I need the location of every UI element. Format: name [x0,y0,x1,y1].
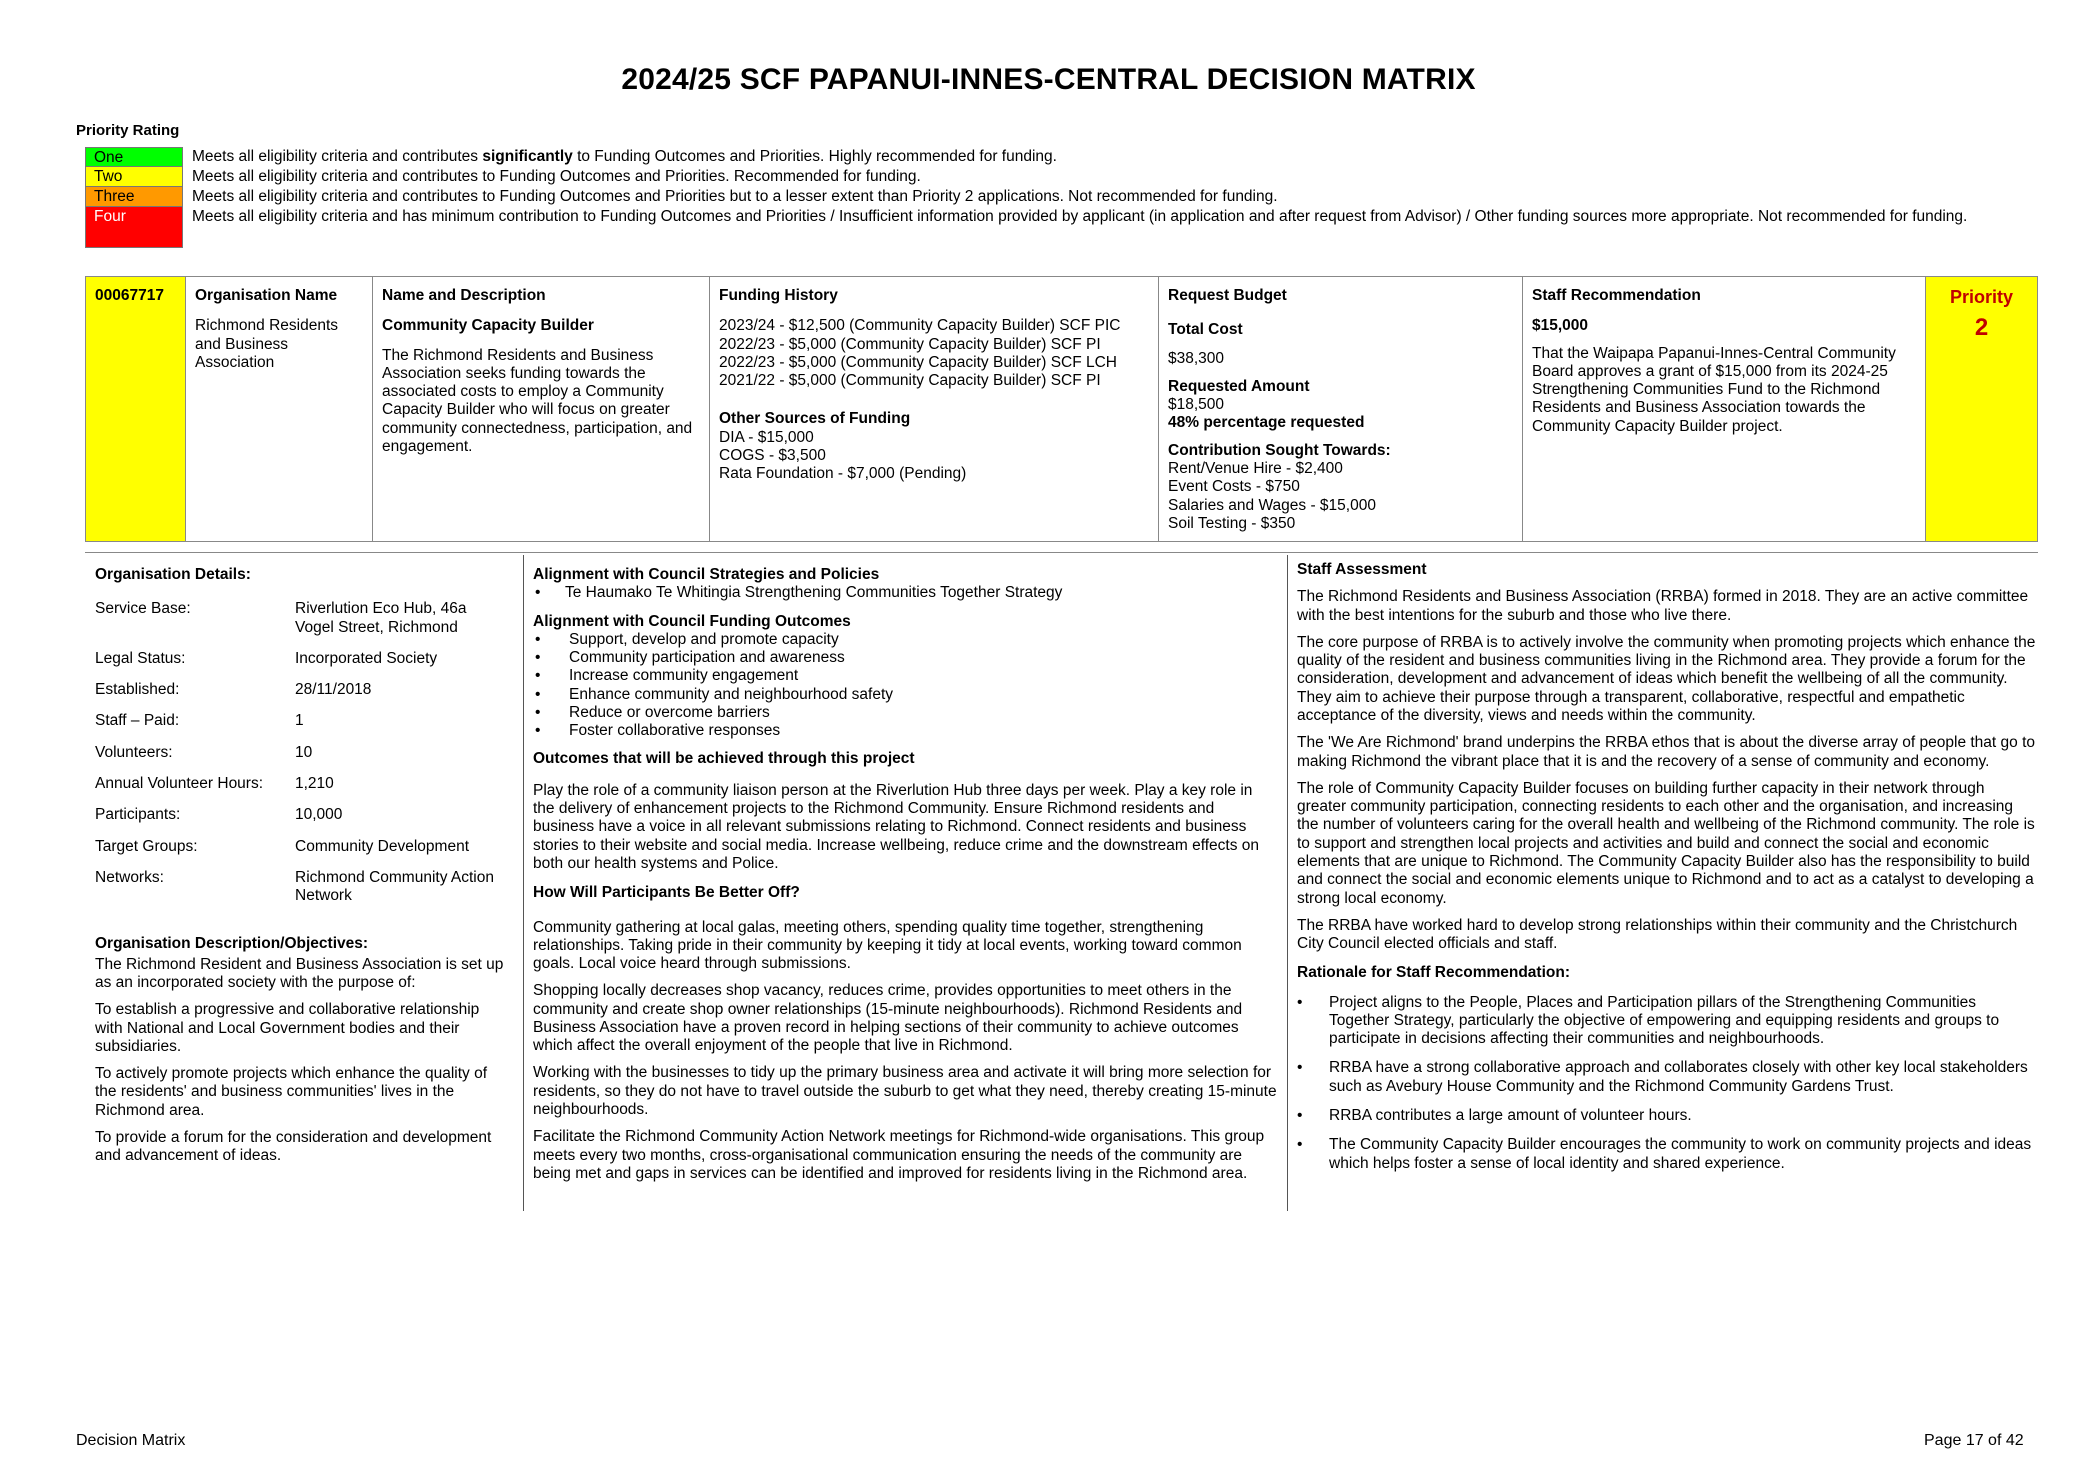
strategies-heading: Alignment with Council Strategies and Policies [533,566,880,583]
priority-description [183,147,1985,166]
project-name: Community Capacity Builder [382,317,594,335]
funding-history-item: 2021/22 - $5,000 (Community Capacity Builder) SCF PI [719,372,1101,390]
column-divider [523,555,524,1211]
detail-label: Participants: [95,806,181,824]
list-item: • Increase community engagement [533,667,1278,685]
staff-recommendation-amount: $15,000 [1532,317,1589,335]
better-off-text: Shopping locally decreases shop vacancy, reduces crime, provides opportunities to meet others in the community and create shop owner relationships (15-minute neighbourhoods). Richmond Residents and Business Association have a proven record in helping sections of their community to achieve outcomes which affect the overall enjoyment of the people that live in Richmond. [533,982,1243,1055]
contribution-heading: Contribution Sought Towards: [1168,441,1391,459]
priority-rating-legend [85,147,1985,248]
detail-row [95,650,507,668]
priority-heading: Priority [1949,287,2014,307]
list-item: • RRBA have a strong collaborative approach and collaborates closely with other key local stakeholders such as Avebury House Community and the Richmond Community Gardens Trust. [1297,1059,2037,1096]
section-divider [85,552,2038,553]
funding-outcomes-list [533,631,1278,741]
staff-recommendation-heading: Staff Recommendation [1532,287,1701,304]
project-outcomes-heading: Outcomes that will be achieved through this project [533,749,915,767]
other-sources-heading: Other Sources of Funding [719,410,911,428]
priority-text: to Funding Outcomes and Priorities. Highly recommended for funding. [572,148,1057,165]
total-cost-value: $38,300 [1168,349,1225,367]
objectives-text: To provide a forum for the consideration and development and advancement of ideas. [95,1128,492,1165]
organisation-details [95,566,507,1165]
organisation-cell [186,277,373,541]
percent-requested: 48% percentage requested [1168,414,1365,432]
objectives-text: To actively promote projects which enhance the quality of the residents' and business communities' lives in the Richmond area. [95,1065,488,1119]
priority-text: Meets all eligibility criteria and has minimum contribution to Funding Outcomes and Priorities / Insufficient information provided by applicant (in application and after request from Advisor) / Other funding sources more appropriate. Not recommended for funding. [192,208,1968,225]
priority-rating-label: Priority Rating [76,122,180,139]
contribution-item: Soil Testing - $350 [1168,514,1296,532]
detail-label: Legal Status: [95,649,186,667]
detail-label: Service Base: [95,600,191,618]
assessment-paragraph: The 'We Are Richmond' brand underpins the RRBA ethos that is about the diverse array of people that go to making Richmond the vibrant place that it is and the recovery of a sense of community and economy. [1297,734,2036,770]
contribution-item: Rent/Venue Hire - $2,400 [1168,459,1343,477]
staff-assessment-heading: Staff Assessment [1297,561,1427,578]
objectives-heading: Organisation Description/Objectives: [95,935,369,953]
detail-value: Richmond Community Action Network [295,868,494,905]
other-source-item: DIA - $15,000 [719,428,814,446]
detail-value: 10,000 [295,806,343,824]
priority-text-emphasis: significantly [482,148,573,165]
priority-description [183,187,1985,206]
priority-level-label: Three [94,188,135,205]
priority-row-three [85,187,1985,207]
organisation-name: Richmond Residents and Business Association [195,317,339,371]
priority-description [183,207,1985,226]
funding-history-item: 2022/23 - $5,000 (Community Capacity Builder) SCF LCH [719,353,1118,371]
other-source-item: COGS - $3,500 [719,446,826,464]
detail-value: 28/11/2018 [295,681,372,699]
assessment-paragraph: The Richmond Residents and Business Association (RRBA) formed in 2018. They are an active committee with the best intentions for the suburb and those who live there. [1297,588,2029,624]
record-id-cell [86,277,186,541]
detail-label: Networks: [95,868,164,886]
request-budget-cell [1159,277,1523,541]
list-item: • Reduce or overcome barriers [533,704,1278,722]
better-off-text: Working with the businesses to tidy up the primary business area and activate it will bring more selection for residents, so they do not have to travel outside the suburb to get what they need, thereby creating 15-minute neighbourhoods. [533,1064,1277,1119]
staff-recommendation-cell [1523,277,1926,541]
rationale-heading: Rationale for Staff Recommendation: [1297,964,1570,982]
detail-row [95,681,507,699]
assessment-paragraph: The core purpose of RRBA is to actively involve the community when promoting projects which enhance the quality of the resident and business communities living in the Richmond area. They provide a forum for the consideration, development and advancement of ideas which benefit the wellbeing of all the community. They aim to achieve their purpose through a transparent, collaborative, respectful and empathetic acceptance of the diversity, views and needs within the community. [1297,633,2036,724]
funding-history-item: 2022/23 - $5,000 (Community Capacity Builder) SCF PI [719,335,1101,353]
priority-text: Meets all eligibility criteria and contributes [192,148,483,165]
assessment-paragraph: The RRBA have worked hard to develop strong relationships within their community and the Christchurch City Council elected officials and staff. [1297,916,2018,953]
priority-text: Meets all eligibility criteria and contributes to Funding Outcomes and Priorities. Recommended for funding. [192,168,921,185]
detail-row [95,775,507,793]
detail-value: Community Development [295,837,470,855]
better-off-heading: How Will Participants Be Better Off? [533,884,800,902]
priority-value: 2 [1974,314,1989,342]
project-description: The Richmond Residents and Business Association seeks funding towards the associated costs to employ a Community Capacity Builder who will focus on greater community connectedness, participation, and engagement. [382,346,693,455]
contribution-item: Salaries and Wages - $15,000 [1168,496,1376,514]
detail-label: Volunteers: [95,743,173,761]
staff-assessment [1297,561,2037,1184]
detail-row [95,806,507,824]
list-item: • Foster collaborative responses [533,722,1278,740]
funding-history-cell [710,277,1159,541]
priority-text: Meets all eligibility criteria and contributes to Funding Outcomes and Priorities but to a lesser extent than Priority 2 applications. Not recommended for funding. [192,188,1278,205]
rationale-list [1297,994,2037,1173]
requested-amount-label: Requested Amount [1168,377,1310,395]
priority-swatch-four [85,207,183,248]
funding-history-item: 2023/24 - $12,500 (Community Capacity Builder) SCF PIC [719,317,1121,335]
detail-value: 1 [295,712,304,730]
objectives-text: The Richmond Resident and Business Association is set up as an incorporated society with the purpose of: [95,955,504,991]
list-item: • The Community Capacity Builder encourages the community to work on community projects and ideas which helps foster a sense of local identity and shared experience. [1297,1136,2037,1173]
list-item: • Enhance community and neighbourhood safety [533,686,1278,704]
objectives-text: To establish a progressive and collaborative relationship with National and Local Government bodies and their subsidiaries. [95,1001,480,1055]
project-outcomes-text: Play the role of a community liaison person at the Riverlution Hub three days per week. Play a key role in the delivery of enhancement projects to the Richmond Community. Ensure Richmond residents and business have a voice in all relevant submissions relating to Richmond. Connect residents and business stories to their website and social media. Increase wellbeing, reduce crime and the downstream effects on both our health systems and Police. [533,781,1260,872]
priority-row-one [85,147,1985,167]
priority-row-two [85,167,1985,187]
detail-row [95,744,507,762]
record-id: 00067717 [95,287,164,304]
detail-label: Annual Volunteer Hours: [95,774,264,792]
list-item: • Community participation and awareness [533,649,1278,667]
organisation-details-heading: Organisation Details: [95,566,251,583]
funding-history-heading: Funding History [719,287,838,304]
alignment-outcomes [533,566,1278,1183]
detail-row [95,869,507,906]
priority-row-four [85,207,1985,248]
detail-label: Established: [95,681,180,699]
detail-row [95,600,507,637]
name-description-heading: Name and Description [382,287,546,304]
priority-description [183,167,1985,186]
detail-value: 10 [295,743,313,761]
priority-swatch-three [85,187,183,207]
page-title: 2024/25 SCF PAPANUI-INNES-CENTRAL DECISION MATRIX [621,63,1476,96]
priority-swatch-two [85,167,183,187]
priority-cell [1926,277,2037,541]
application-record [85,276,2038,542]
list-item: • Project aligns to the People, Places and Participation pillars of the Strengthening Communities Together Strategy, particularly the objective of empowering and equipping residents and groups to participate in decisions affecting their communities and neighbourhoods. [1297,994,2037,1049]
detail-value: 1,210 [295,774,334,792]
list-item: • Te Haumako Te Whitingia Strengthening Communities Together Strategy [533,584,1278,602]
other-source-item: Rata Foundation - $7,000 (Pending) [719,465,967,483]
detail-value: Incorporated Society [295,649,438,667]
column-divider [1287,555,1288,1211]
detail-label: Staff – Paid: [95,712,180,730]
detail-value: Riverlution Eco Hub, 46a Vogel Street, Richmond [295,600,467,636]
priority-swatch-one [85,147,183,167]
footer-label: Decision Matrix [76,1432,186,1449]
staff-recommendation-text: That the Waipapa Papanui-Innes-Central Community Board approves a grant of $15,000 from its 2024-25 Strengthening Communities Fund to the Richmond Residents and Business Association towards the Community Capacity Builder project. [1532,344,1896,435]
priority-level-label: Two [94,168,123,185]
page-number: Page 17 of 42 [1924,1432,2024,1449]
detail-row [95,712,507,730]
organisation-heading: Organisation Name [195,287,338,304]
requested-amount-value: $18,500 [1168,396,1225,414]
strategies-list [533,584,1278,602]
name-description-cell [373,277,710,541]
detail-row [95,838,507,856]
funding-outcomes-heading: Alignment with Council Funding Outcomes [533,612,851,630]
detail-label: Target Groups: [95,837,198,855]
priority-level-label: One [94,149,124,166]
better-off-text: Facilitate the Richmond Community Action Network meetings for Richmond-wide organisations. This group meets every two months, cross-organisational communication ensuring the needs of the community are being met and gaps in services can be identified and improved for residents living in the Richmond area. [533,1128,1265,1182]
assessment-paragraph: The role of Community Capacity Builder focuses on building further capacity in their network through greater community participation, connecting residents to each other and the organisation, and increasing the number of volunteers caring for the overall health and wellbeing of the Richmond community. The role is to support and strengthen local projects and activities and build and connect the social and economic elements that are unique to Richmond. The Community Capacity Builder also has the responsibility to build and connect the social and economic elements unique to Richmond and to act as a catalyst to developing a strong local economy. [1297,779,2035,907]
better-off-text: Community gathering at local galas, meeting others, spending quality time together, strengthening relationships. Taking pride in their community by keeping it tidy at local events, working toward common goals. Local voice heard through submissions. [533,918,1242,973]
list-item: • Support, develop and promote capacity [533,631,1278,649]
request-budget-heading: Request Budget [1168,287,1287,304]
total-cost-label: Total Cost [1168,321,1243,339]
priority-level-label: Four [94,208,126,225]
contribution-item: Event Costs - $750 [1168,478,1300,496]
list-item: • RRBA contributes a large amount of volunteer hours. [1297,1107,2037,1125]
